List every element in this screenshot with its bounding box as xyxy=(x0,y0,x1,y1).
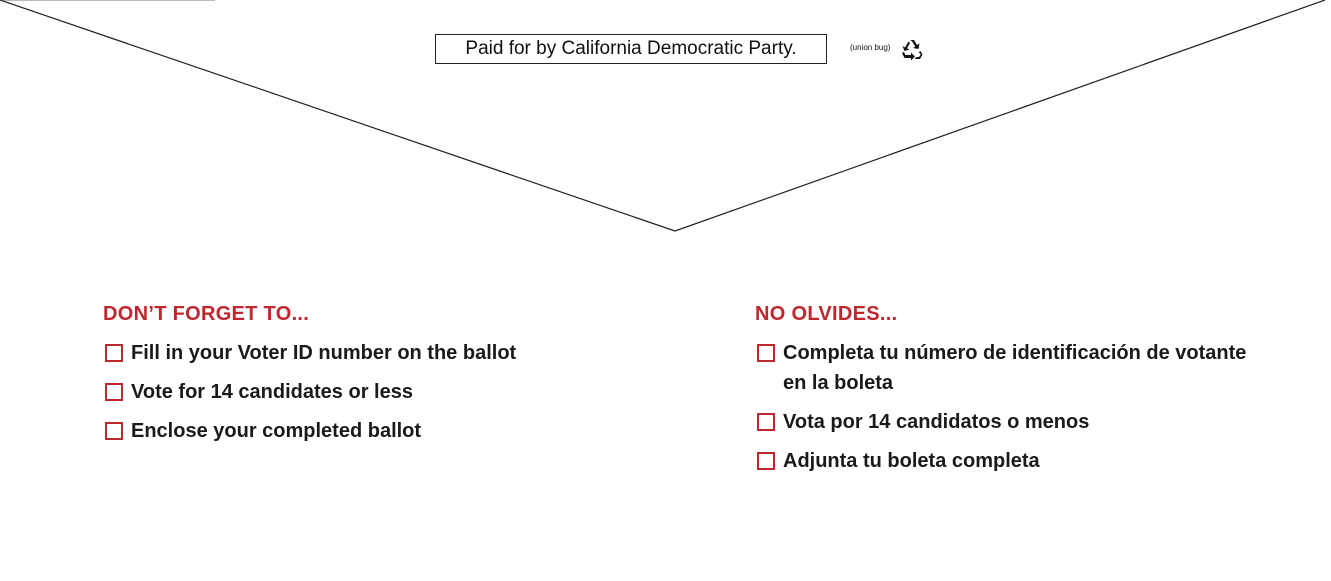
checklist-item-text: Completa tu número de identificación de votante en la boleta xyxy=(783,342,1247,394)
checklist-item xyxy=(755,407,1255,437)
checklist-item-text: Vote for 14 candidates or less xyxy=(131,381,413,403)
english-heading: DON’T FORGET TO... xyxy=(103,303,310,325)
checklist-item xyxy=(103,377,703,407)
spanish-checklist xyxy=(755,302,1255,485)
checklist-item xyxy=(755,338,1255,398)
checklist-item-text: Fill in your Voter ID number on the ballot xyxy=(131,342,517,364)
checkbox-icon xyxy=(757,344,775,362)
checklist-item xyxy=(755,446,1255,476)
checkbox-icon xyxy=(105,422,123,440)
paid-for-text: Paid for by California Democratic Party. xyxy=(465,38,797,59)
union-bug-label: (union bug) xyxy=(850,43,891,52)
checklist-item-text: Enclose your completed ballot xyxy=(131,420,422,442)
checkbox-icon xyxy=(757,413,775,431)
checkbox-icon xyxy=(105,344,123,362)
checklist-item xyxy=(103,338,703,368)
checklist-item xyxy=(103,416,703,446)
paid-for-disclaimer xyxy=(435,34,827,64)
recycle-icon xyxy=(899,38,925,62)
english-checklist xyxy=(103,302,703,455)
checkbox-icon xyxy=(757,452,775,470)
spanish-heading: NO OLVIDES... xyxy=(755,303,898,325)
checklist-item-text: Adjunta tu boleta completa xyxy=(783,450,1040,472)
checklist-item-text: Vota por 14 candidatos o menos xyxy=(783,411,1090,433)
checkbox-icon xyxy=(105,383,123,401)
